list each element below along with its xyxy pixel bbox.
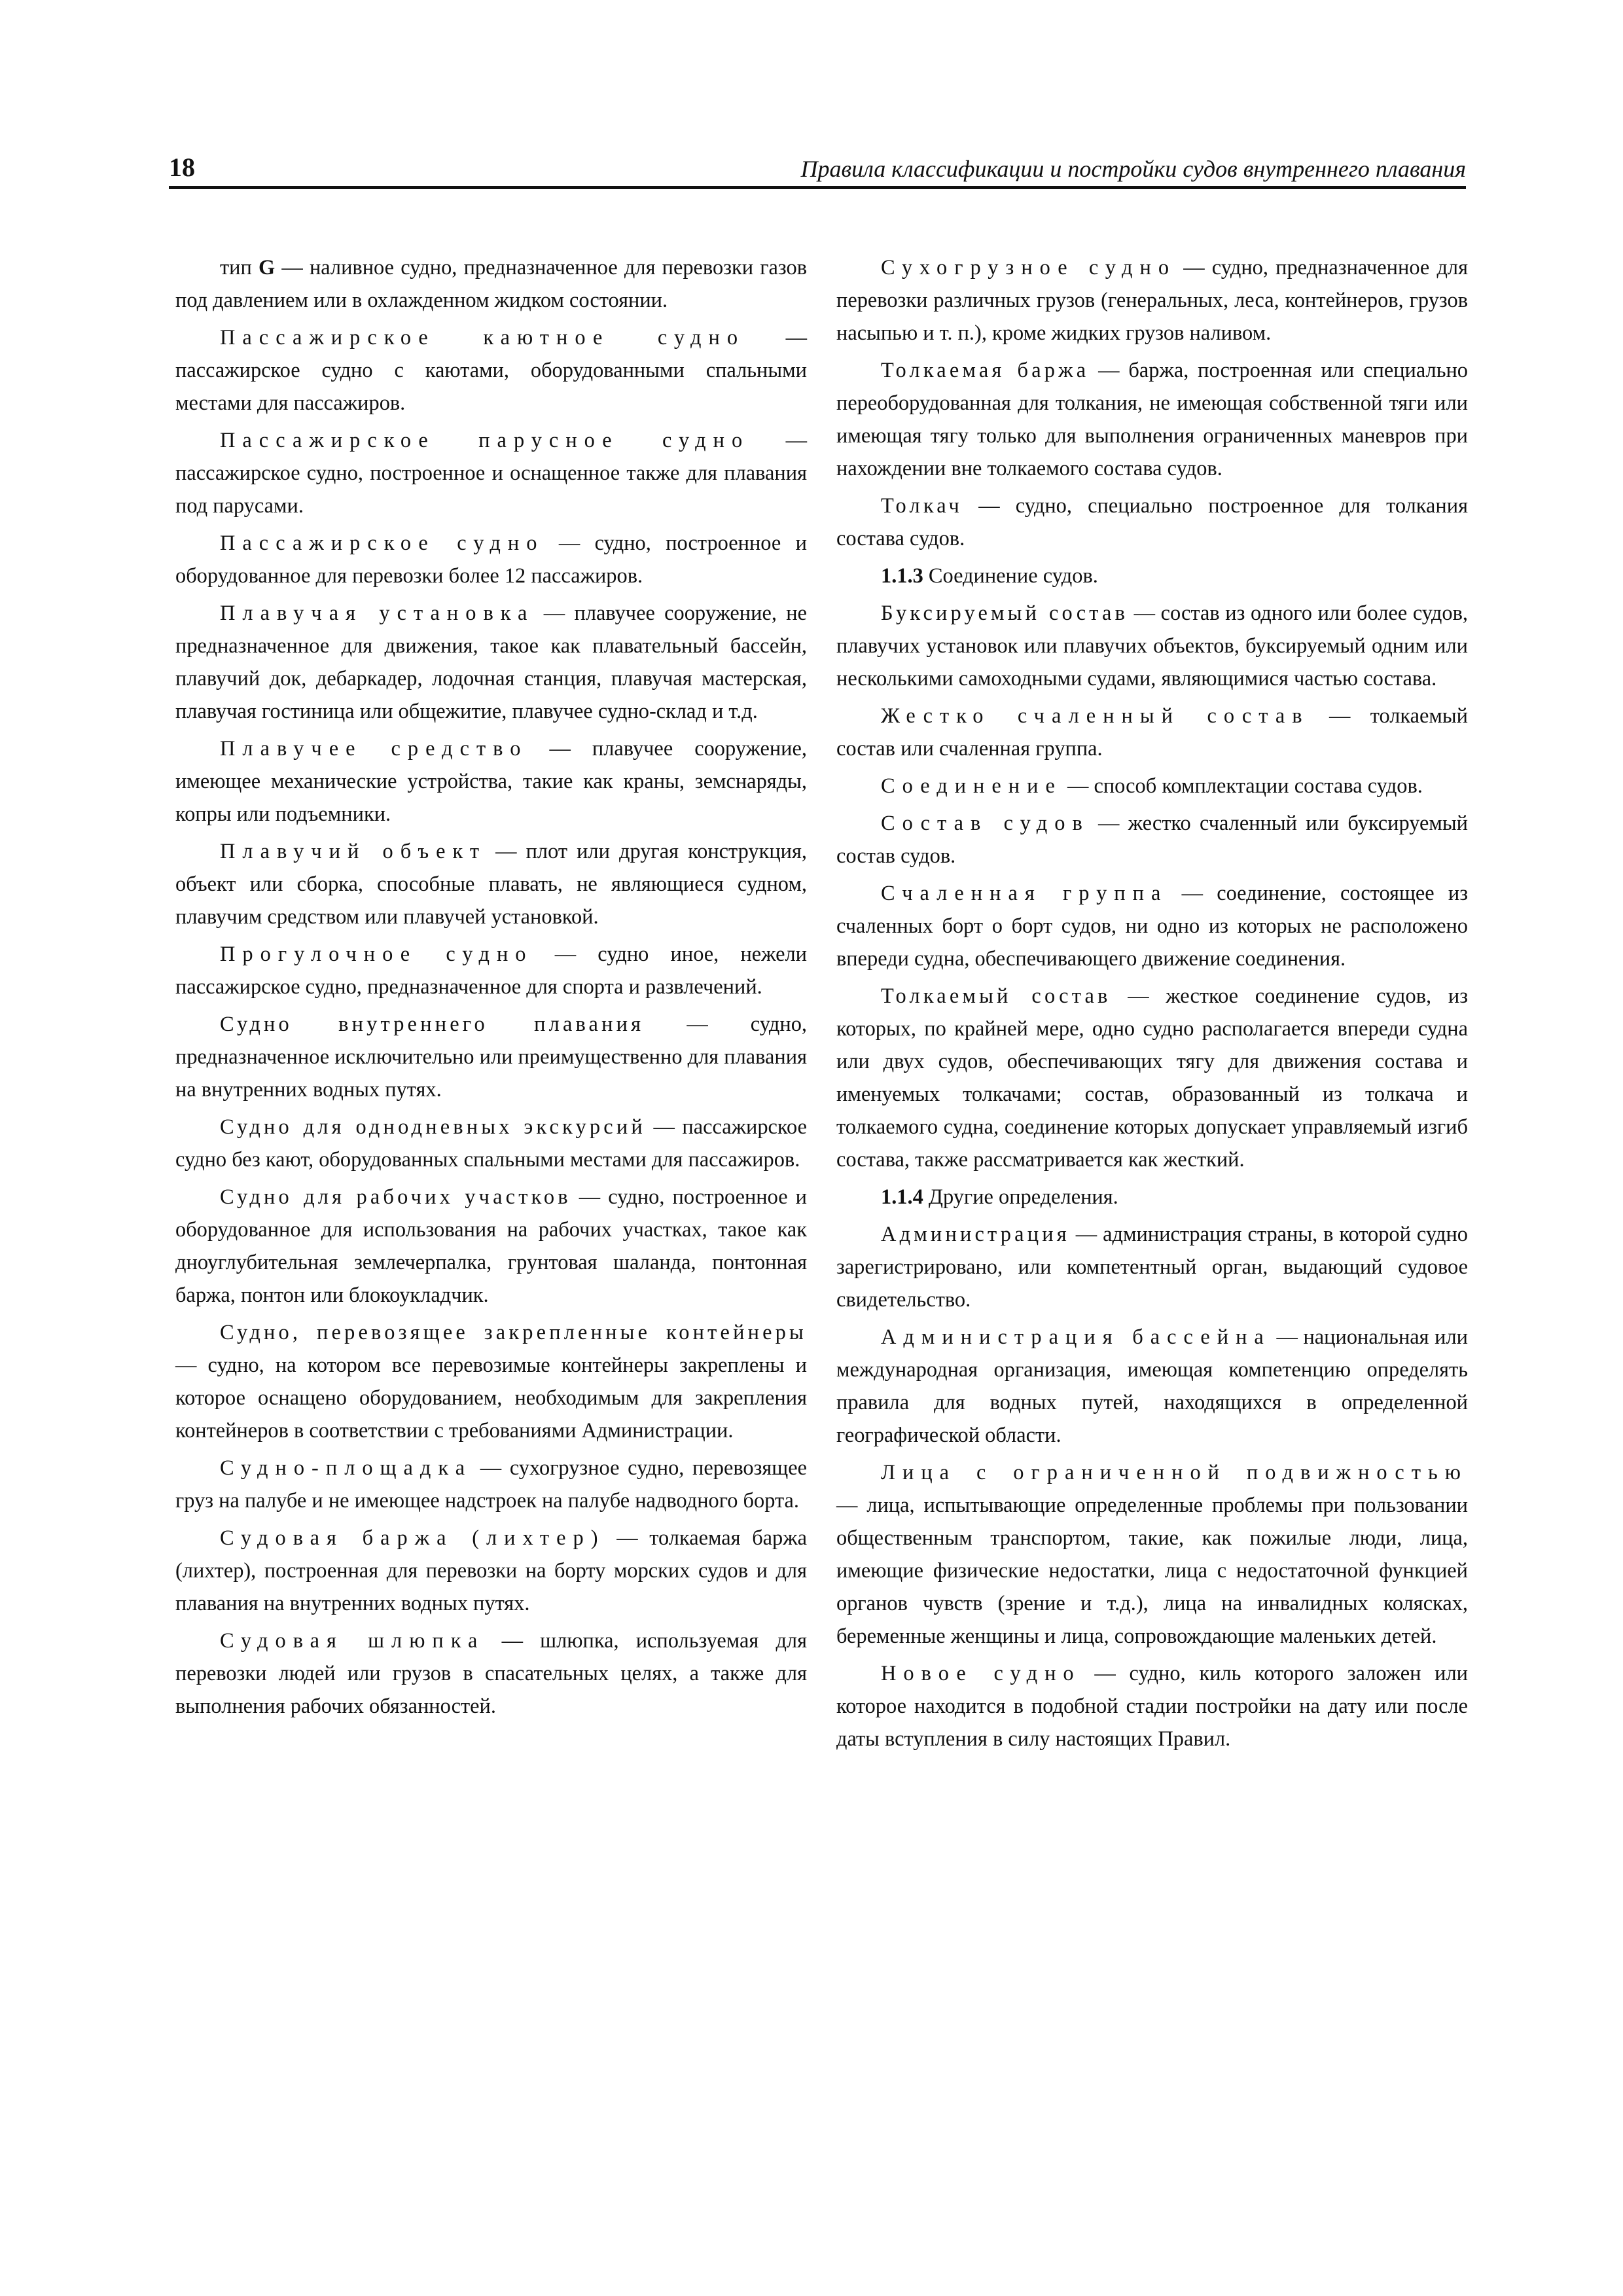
definition-term: Администрация бассейна xyxy=(881,1325,1271,1349)
definition-paragraph xyxy=(836,877,1468,975)
definition-text: — плавучее сооружение, имеющее механические устройства, такие как краны, земснаряды, копры или подъемники. xyxy=(175,737,807,826)
definition-term: Судно для рабочих участков xyxy=(220,1185,571,1209)
definition-paragraph xyxy=(836,251,1468,350)
definition-text: — плот или другая конструкция, объект или сборка, способные плавать, не являющиеся судном, плавучим средством или плавучей установкой. xyxy=(175,840,807,929)
right-column xyxy=(836,251,1468,1760)
definition-term: Прогулочное судно xyxy=(220,942,533,966)
definition-prefix: тип xyxy=(220,256,259,279)
definition-term: Лица с ограниченной подвижностью xyxy=(881,1461,1468,1484)
definition-text: — судно, на котором все перевозимые контейнеры закреплены и которое оснащено оборудованием, необходимым для закрепления контейнеров в соответствии с требованиями Администрации. xyxy=(175,1354,807,1443)
definition-term: Жестко счаленный состав xyxy=(881,704,1310,728)
definition-term: Буксируемый состав xyxy=(881,601,1129,625)
section-heading xyxy=(836,560,1468,592)
definition-text: — судно, построенное и оборудованное для использования на рабочих участках, такое как дноуглубительная землечерпалка, грунтовая шаланда, понтонная баржа, понтон или блокоукладчик. xyxy=(175,1185,807,1307)
definition-text: — судно иное, нежели пассажирское судно, предназначенное для спорта и развлечений. xyxy=(175,942,807,999)
definition-paragraph xyxy=(836,1456,1468,1653)
definition-term: Судно внутреннего плавания xyxy=(220,1013,645,1036)
definition-text: — судно, предназначенное для перевозки различных грузов (генеральных, леса, контейнеров, грузов насыпью и т. п.), кроме жидких грузов наливом. xyxy=(836,256,1468,345)
definition-term: Плавучее средство xyxy=(220,737,528,761)
definition-text: — судно, специально построенное для толкания состава судов. xyxy=(836,494,1468,550)
definition-term: Плавучая установка xyxy=(220,601,535,625)
definition-text: — пассажирское судно с каютами, оборудованными спальными местами для пассажиров. xyxy=(175,326,807,415)
definition-term: Сухогрузное судно xyxy=(881,256,1177,279)
definition-term: Судно для однодневных экскурсий xyxy=(220,1115,646,1139)
definition-paragraph xyxy=(175,1452,807,1517)
definition-text: — плавучее сооружение, не предназначенное для движения, такое как плавательный бассейн, плавучий док, дебаркадер, лодочная станция, плавучая мастерская, плавучая гостиница или общежитие, плавучее судно-склад и т.д. xyxy=(175,601,807,723)
definition-paragraph xyxy=(175,251,807,317)
definition-text: — наливное судно, предназначенное для перевозки газов под давлением или в охлажденном жидком состоянии. xyxy=(175,256,807,312)
definition-paragraph xyxy=(836,597,1468,695)
definition-paragraph xyxy=(175,1008,807,1106)
page-number: 18 xyxy=(169,152,195,182)
definition-text: — способ комплектации состава судов. xyxy=(1061,774,1423,798)
definition-text: — соединение, состоящее из счаленных борт о борт судов, ни одно из которых не расположено впереди судна, обеспечивающего движение соединения. xyxy=(836,882,1468,971)
definition-paragraph xyxy=(175,1316,807,1447)
definition-paragraph xyxy=(175,424,807,522)
definition-type-letter: G xyxy=(259,256,276,279)
left-column xyxy=(175,251,807,1727)
page-header xyxy=(169,145,1466,189)
definition-paragraph xyxy=(175,527,807,592)
definition-term: Новое судно xyxy=(881,1662,1081,1685)
definition-term: Толкаемый состав xyxy=(881,984,1111,1008)
definition-term: Судно, перевозящее закрепленные контейнеры xyxy=(220,1321,807,1344)
definition-paragraph xyxy=(836,490,1468,555)
definition-text: — толкаемый состав или счаленная группа. xyxy=(836,704,1468,761)
definition-text: — баржа, построенная или специально переоборудованная для толкания, не имеющая собственной тяги или имеющая тягу только для выполнения ограниченных маневров при нахождении вне толкаемого состава судов. xyxy=(836,359,1469,480)
definition-text: — лица, испытывающие определенные проблемы при пользовании общественным транспортом, такие, как пожилые люди, лица, имеющие физические недостатки, лица с недостаточной функцией органов чувств (зрение и т.д.), лица на инвалидных колясках, беременные женщины и лица, сопровождающие маленьких детей. xyxy=(836,1494,1468,1648)
running-title: Правила классификации и постройки судов внутреннего плавания xyxy=(800,156,1466,182)
section-title: Соединение судов. xyxy=(923,564,1098,588)
section-title: Другие определения. xyxy=(923,1185,1118,1209)
definition-text: — пассажирское судно без кают, оборудованных спальными местами для пассажиров. xyxy=(175,1115,807,1172)
definition-text: — пассажирское судно, построенное и оснащенное также для плавания под парусами. xyxy=(175,429,807,518)
definition-paragraph xyxy=(175,1624,807,1723)
definition-text: — судно, предназначенное исключительно или преимущественно для плавания на внутренних водных путях. xyxy=(175,1013,807,1102)
definition-paragraph xyxy=(175,597,807,728)
definition-paragraph xyxy=(836,1321,1468,1452)
definition-paragraph xyxy=(836,1218,1468,1316)
definition-term: Состав судов xyxy=(881,812,1090,835)
definition-paragraph xyxy=(175,1111,807,1176)
definition-text: — шлюпка, используемая для перевозки людей или грузов в спасательных целях, а также для выполнения рабочих обязанностей. xyxy=(175,1629,807,1718)
definition-term: Пассажирское каютное судно xyxy=(220,326,745,350)
definition-term: Плавучий объект xyxy=(220,840,487,863)
section-number: 1.1.4 xyxy=(881,1185,923,1209)
definition-term: Счаленная группа xyxy=(881,882,1168,905)
definition-paragraph xyxy=(175,732,807,831)
definition-text: — национальная или международная организация, имеющая компетенцию определять правила для водных путей, находящихся в определенной географической области. xyxy=(836,1325,1468,1447)
definition-term: Судовая шлюпка xyxy=(220,1629,485,1653)
definition-paragraph xyxy=(836,1657,1468,1755)
definition-term: Пассажирское парусное судно xyxy=(220,429,750,452)
definition-text: — судно, построенное и оборудованное для перевозки более 12 пассажиров. xyxy=(175,531,808,588)
definition-text: — администрация страны, в которой судно зарегистрировано, или компетентный орган, выдающий судовое свидетельство. xyxy=(836,1223,1468,1312)
definition-term: Пассажирское судно xyxy=(220,531,544,555)
definition-paragraph xyxy=(836,807,1468,872)
definition-text: — состав из одного или более судов, плавучих установок или плавучих объектов, буксируемый одним или несколькими самоходными судами, являющимися частью состава. xyxy=(836,601,1468,691)
definition-text: — толкаемая баржа (лихтер), построенная для перевозки на борту морских судов и для плавания на внутренних водных путях. xyxy=(175,1526,808,1615)
definition-text: — жестко счаленный или буксируемый состав судов. xyxy=(836,812,1468,868)
definition-text: — жесткое соединение судов, из которых, по крайней мере, одно судно располагается впереди судна или двух судов, обеспечивающих тягу для движения состава и именуемых толкачами; состав, образованный из толкача и толкаемого судна, соединение которых допускает управляемый изгиб состава, также рассматривается как жесткий. xyxy=(836,984,1468,1172)
definition-paragraph xyxy=(836,770,1468,802)
definition-paragraph xyxy=(175,321,807,420)
definition-paragraph xyxy=(175,1181,807,1312)
section-heading xyxy=(836,1181,1468,1213)
definition-paragraph xyxy=(175,835,807,933)
definition-paragraph xyxy=(836,700,1468,765)
definition-text: — судно, киль которого заложен или которое находится в подобной стадии постройки на дату или после даты вступления в силу настоящих Правил. xyxy=(836,1662,1469,1751)
definition-term: Судовая баржа (лихтер) xyxy=(220,1526,605,1550)
definition-term: Соединение xyxy=(881,774,1062,798)
definition-paragraph xyxy=(175,938,807,1003)
definition-paragraph xyxy=(836,354,1468,485)
definition-term: Толкач xyxy=(881,494,963,518)
definition-paragraph xyxy=(836,980,1468,1176)
section-number: 1.1.3 xyxy=(881,564,923,588)
definition-term: Судно-площадка xyxy=(220,1456,473,1480)
definition-term: Толкаемая баржа xyxy=(881,359,1090,382)
definition-text: — сухогрузное судно, перевозящее груз на палубе и не имеющее надстроек на палубе надводного борта. xyxy=(175,1456,807,1513)
definition-paragraph xyxy=(175,1522,807,1620)
definition-term: Администрация xyxy=(881,1223,1070,1246)
